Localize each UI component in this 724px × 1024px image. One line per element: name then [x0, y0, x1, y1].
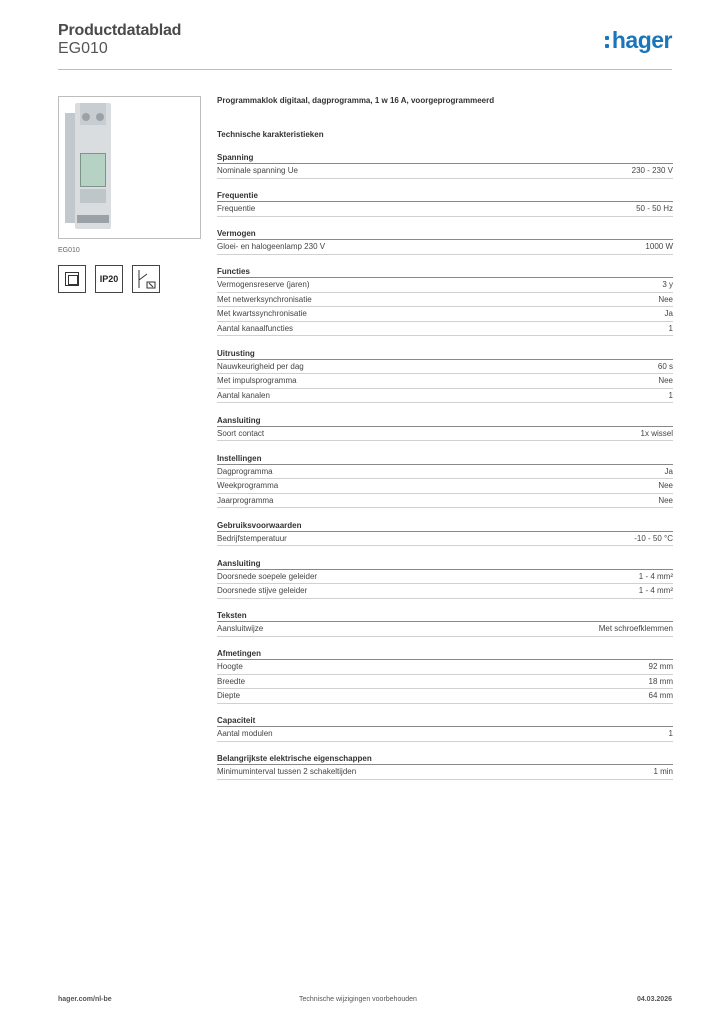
spec-row	[217, 293, 673, 308]
section-title: Belangrijkste elektrische eigenschappen	[217, 752, 673, 765]
footer-disclaimer: Technische wijzigingen voorbehouden	[299, 996, 417, 1003]
section-title: Instellingen	[217, 452, 673, 465]
spec-row	[217, 765, 673, 780]
spec-row	[217, 202, 673, 217]
spec-value: 18 mm	[648, 676, 673, 686]
spec-section	[217, 519, 673, 547]
logo-dots-icon	[605, 33, 611, 49]
logo-text: hager	[611, 27, 672, 53]
spec-label: Hoogte	[217, 662, 243, 671]
spec-section	[217, 347, 673, 404]
spec-label: Aantal kanaalfuncties	[217, 323, 294, 333]
page-title: Productdatablad	[58, 22, 182, 39]
spec-row	[217, 278, 673, 293]
spec-label: Diepte	[217, 691, 241, 700]
spec-label: Bedrijfstemperatuur	[217, 533, 287, 543]
section-title: Teksten	[217, 609, 673, 622]
spec-label: Gloei- en halogeenlamp 230 V	[217, 242, 326, 251]
section-title: Gebruiksvoorwaarden	[217, 519, 673, 532]
spec-row	[217, 427, 673, 442]
spec-value: Nee	[658, 294, 673, 304]
spec-label: Minimuminterval tussen 2 schakeltijden	[217, 767, 357, 776]
spec-value: -10 - 50 °C	[634, 533, 673, 543]
spec-value: 1x wissel	[640, 428, 673, 438]
spec-value: 1 - 4 mm²	[638, 571, 673, 581]
spec-row	[217, 675, 673, 690]
section-title: Spanning	[217, 151, 673, 164]
spec-value: 1000 W	[645, 242, 673, 251]
spec-section	[217, 752, 673, 780]
spec-row	[217, 584, 673, 599]
spec-value: 1	[668, 323, 673, 333]
spec-section	[217, 647, 673, 704]
spec-label: Aansluitwijze	[217, 624, 264, 633]
spec-label: Dagprogramma	[217, 466, 273, 476]
spec-label: Aantal modulen	[217, 729, 273, 738]
spec-value: 1 min	[653, 767, 673, 776]
section-title: Aansluiting	[217, 557, 673, 570]
spec-table	[217, 96, 673, 790]
spec-value: Nee	[658, 495, 673, 505]
tech-heading: Technische karakteristieken	[217, 130, 324, 139]
hager-logo	[605, 28, 672, 52]
section-title: Aansluiting	[217, 414, 673, 427]
double-insulation-icon	[58, 265, 86, 293]
spec-value: Nee	[658, 481, 673, 490]
section-title: Frequentie	[217, 189, 673, 202]
spec-label: Doorsnede stijve geleider	[217, 586, 308, 595]
spec-value: 230 - 230 V	[631, 166, 673, 175]
spec-label: Breedte	[217, 676, 246, 686]
spec-section	[217, 227, 673, 255]
spec-row	[217, 240, 673, 255]
spec-label: Soort contact	[217, 428, 265, 438]
spec-row	[217, 164, 673, 179]
footer-website: hager.com/nl-be	[58, 996, 112, 1003]
spec-label: Doorsnede soepele geleider	[217, 571, 318, 581]
spec-label: Jaarprogramma	[217, 495, 274, 505]
spec-value: Nee	[658, 376, 673, 385]
product-code: EG010	[58, 40, 108, 57]
spec-row	[217, 465, 673, 480]
spec-label: Vermogensreserve (jaren)	[217, 280, 310, 289]
spec-value: Ja	[664, 309, 673, 318]
spec-section	[217, 557, 673, 599]
left-column	[58, 96, 201, 293]
footer-date: 04.03.2026	[636, 996, 672, 1003]
timer-device-illustration	[75, 103, 111, 229]
section-title: Functies	[217, 265, 673, 278]
spec-row	[217, 389, 673, 404]
spec-section	[217, 714, 673, 742]
section-title: Capaciteit	[217, 714, 673, 727]
spec-section	[217, 151, 673, 179]
spec-row	[217, 570, 673, 585]
spec-section	[217, 452, 673, 509]
page-header	[58, 22, 672, 70]
image-caption: EG010	[58, 247, 80, 254]
spec-label: Frequentie	[217, 204, 256, 213]
spec-label: Met impulsprogramma	[217, 376, 297, 385]
spec-value: 64 mm	[648, 691, 673, 700]
spec-label: Met kwartssynchronisatie	[217, 309, 307, 318]
spec-section	[217, 414, 673, 442]
product-description: Programmaklok digitaal, dagprogramma, 1 w 16 A, voorgeprogrammeerd	[217, 96, 495, 105]
spec-row	[217, 360, 673, 375]
certification-icons	[58, 265, 201, 293]
spec-value: 3 y	[662, 280, 673, 289]
spec-value: 1	[668, 729, 673, 738]
ip20-icon: IP20	[95, 265, 123, 293]
spec-row	[217, 374, 673, 389]
spec-row	[217, 322, 673, 337]
spec-row	[217, 622, 673, 637]
spec-section	[217, 265, 673, 336]
contact-symbol-icon	[132, 265, 160, 293]
spec-value: 50 - 50 Hz	[636, 204, 673, 213]
spec-label: Met netwerksynchronisatie	[217, 294, 312, 304]
section-title: Uitrusting	[217, 347, 673, 360]
spec-value: 60 s	[657, 361, 673, 371]
section-title: Vermogen	[217, 227, 673, 240]
spec-section	[217, 609, 673, 637]
spec-label: Nauwkeurigheid per dag	[217, 361, 304, 371]
spec-row	[217, 727, 673, 742]
spec-label: Weekprogramma	[217, 481, 279, 490]
spec-row	[217, 307, 673, 322]
spec-value: 92 mm	[648, 662, 673, 671]
spec-value: Met schroefklemmen	[598, 624, 673, 633]
product-image	[58, 96, 201, 239]
spec-label: Aantal kanalen	[217, 390, 270, 400]
spec-row	[217, 479, 673, 494]
spec-row	[217, 689, 673, 704]
spec-label: Nominale spanning Ue	[217, 166, 298, 175]
spec-value: 1 - 4 mm²	[638, 586, 673, 595]
spec-row	[217, 660, 673, 675]
spec-value: 1	[668, 390, 673, 400]
spec-section	[217, 189, 673, 217]
spec-row	[217, 532, 673, 547]
spec-row	[217, 494, 673, 509]
section-title: Afmetingen	[217, 647, 673, 660]
spec-value: Ja	[664, 466, 673, 476]
